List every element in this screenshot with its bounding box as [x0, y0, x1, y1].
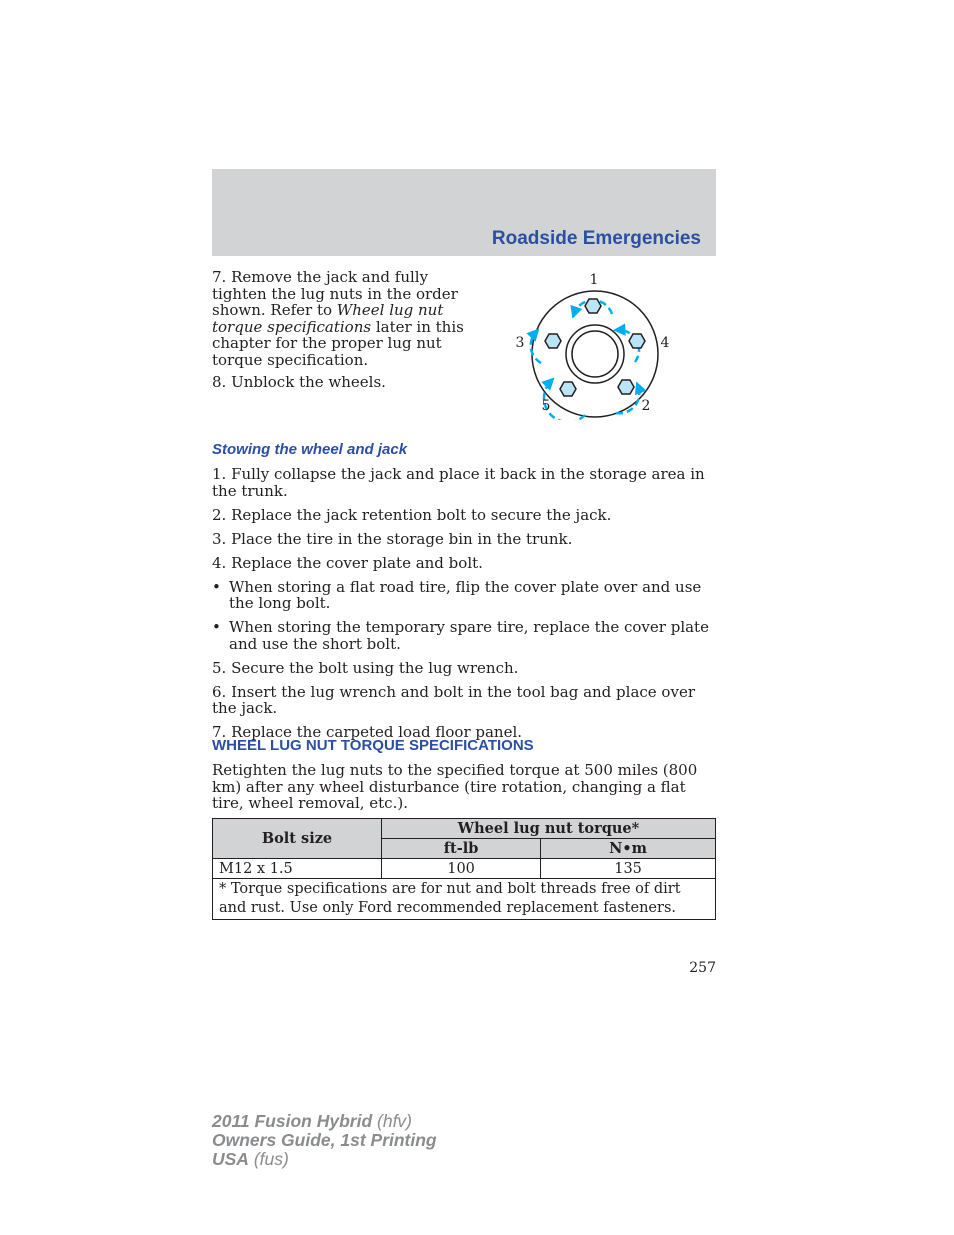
- footer-model: 2011 Fusion Hybrid: [212, 1111, 373, 1131]
- table-note-row: [213, 879, 716, 920]
- stowing-step: 2. Replace the jack retention bolt to secure the jack.: [212, 505, 612, 524]
- table-row: [213, 859, 716, 879]
- footer-line-1: [212, 1112, 437, 1131]
- col-header-bolt-size: Bolt size: [213, 819, 382, 859]
- step-8-paragraph: 8. Unblock the wheels.: [212, 373, 386, 391]
- footer-model-code: (hfv): [372, 1111, 413, 1131]
- cell-bolt-size: M12 x 1.5: [213, 859, 382, 879]
- stowing-step: 3. Place the tire in the storage bin in the trunk.: [212, 529, 573, 548]
- footer-edition: Owners Guide, 1st Printing: [212, 1130, 437, 1150]
- stowing-steps: [212, 466, 716, 748]
- lug-nut-order-diagram: [508, 268, 678, 420]
- torque-heading: WHEEL LUG NUT TORQUE SPECIFICATIONS: [212, 737, 534, 754]
- intro-steps: [212, 269, 467, 397]
- subheader-ftlb: ft-lb: [382, 839, 541, 859]
- wheel-hub-outer: [566, 325, 624, 383]
- stowing-heading: Stowing the wheel and jack: [212, 441, 408, 458]
- lug-nut-2: [618, 380, 634, 394]
- footer-print-info: [212, 1112, 437, 1169]
- lug-nut-4: [629, 334, 645, 348]
- torque-table: [212, 818, 716, 920]
- lug-nut-3: [545, 334, 561, 348]
- stowing-step: 1. Fully collapse the jack and place it back in the storage area in the trunk.: [212, 465, 705, 500]
- diagram-label-4: 4: [660, 335, 670, 351]
- footer-line-3: [212, 1150, 437, 1169]
- stowing-step: 7. Replace the carpeted load floor panel.: [212, 723, 523, 741]
- stowing-step: 4. Replace the cover plate and bolt.: [212, 553, 483, 572]
- torque-paragraph: Retighten the lug nuts to the specified torque at 500 miles (800 km) after any wheel disturbance (tire rotation, changing a flat tire, wheel removal, etc.).: [212, 761, 698, 812]
- bullet-text: When storing the temporary spare tire, replace the cover plate and use the short bolt.: [229, 618, 709, 653]
- diagram-label-5: 5: [541, 398, 551, 414]
- diagram-label-1: 1: [589, 272, 599, 288]
- footer-market: USA: [212, 1149, 249, 1169]
- cell-ftlb: 100: [382, 859, 541, 879]
- table-footnote: * Torque specifications are for nut and bolt threads free of dirt and rust. Use only Ford recommended replacement fasteners.: [213, 879, 716, 920]
- page-title: Roadside Emergencies: [491, 228, 701, 249]
- lug-nut-5: [560, 382, 576, 396]
- step-7-text-a: 7. Remove the jack and fully tighten the lug nuts in the order shown. Refer to: [212, 268, 458, 319]
- diagram-label-2: 2: [641, 398, 651, 414]
- stowing-step: 5. Secure the bolt using the lug wrench.: [212, 658, 519, 677]
- subheader-nm: N•m: [541, 839, 716, 859]
- bullet-dot: •: [212, 577, 221, 596]
- bullet-dot: •: [212, 618, 221, 636]
- cell-nm: 135: [541, 859, 716, 879]
- wheel-hub-inner: [572, 331, 618, 377]
- step-7-text-b: later in this chapter for the proper lug nut torque specification.: [212, 317, 464, 369]
- step-7-paragraph: [212, 269, 467, 368]
- diagram-label-3: 3: [515, 335, 525, 351]
- stowing-bullet: [212, 579, 716, 612]
- lug-nut-1: [585, 299, 601, 313]
- footer-market-code: (fus): [248, 1149, 289, 1169]
- bullet-text: When storing a flat road tire, flip the cover plate over and use the long bolt.: [229, 577, 702, 612]
- stowing-bullet: [212, 619, 716, 652]
- footer-line-2: [212, 1131, 437, 1150]
- page-number: 257: [689, 960, 716, 976]
- header-band: [212, 169, 716, 256]
- col-header-torque: Wheel lug nut torque*: [382, 819, 716, 839]
- step-7-reference: Wheel lug nut torque specifications: [212, 301, 444, 336]
- stowing-step: 6. Insert the lug wrench and bolt in the tool bag and place over the jack.: [212, 682, 695, 717]
